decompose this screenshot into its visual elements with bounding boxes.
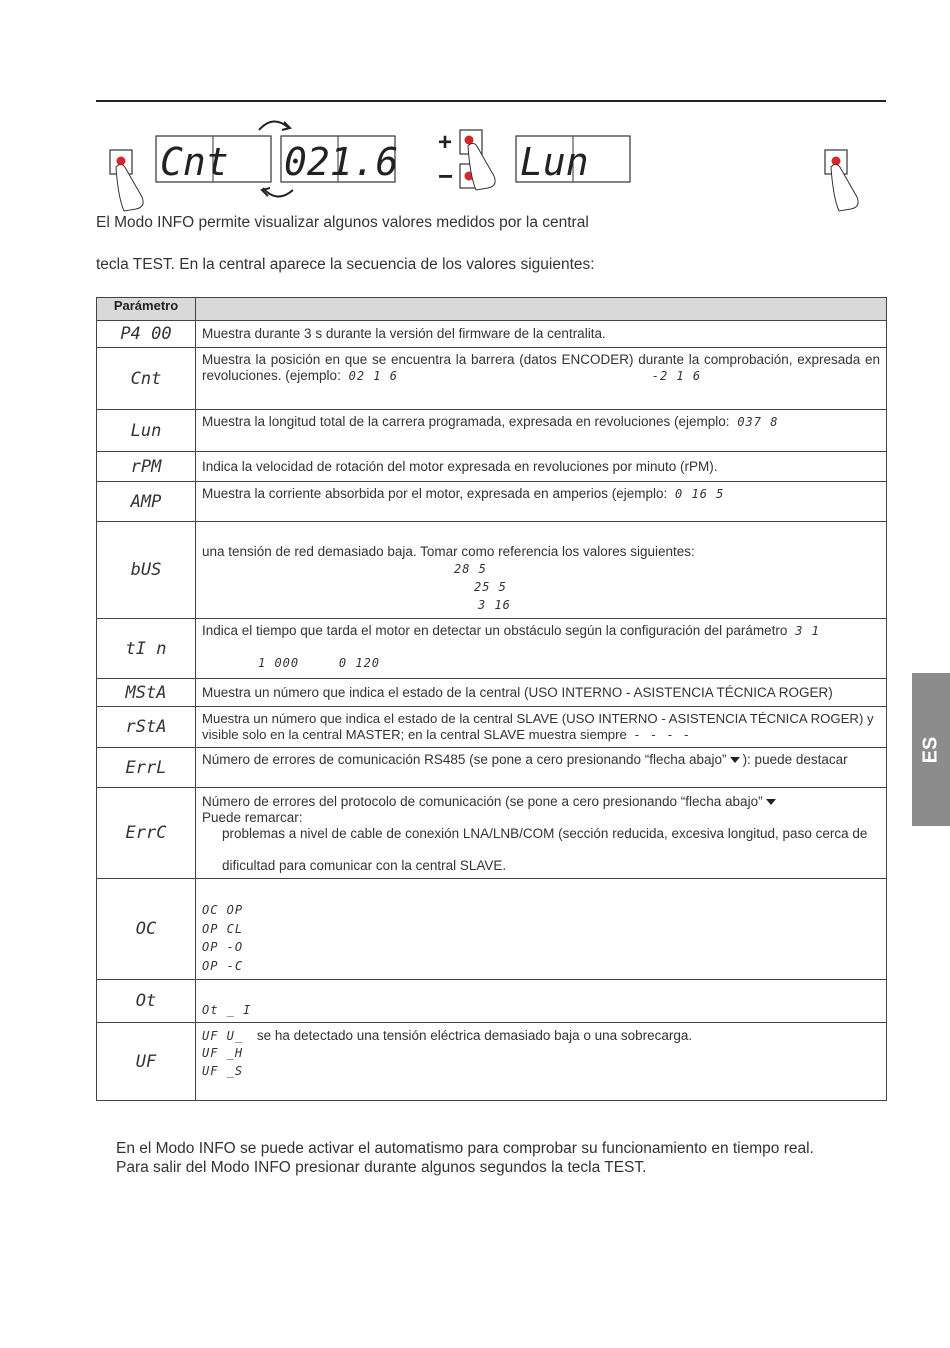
- param-code: Lun: [97, 410, 196, 452]
- minus-sign: −: [438, 161, 454, 191]
- uf-value: UF _S: [202, 1064, 244, 1078]
- arrow-down-icon: [730, 757, 740, 763]
- intro-line-2: tecla TEST. En la central aparece la secuencia de los valores siguientes:: [96, 256, 595, 273]
- param-desc: Puede remarcar:: [202, 810, 303, 825]
- param-code: MStA: [97, 679, 196, 707]
- param-code: rStA: [97, 707, 196, 748]
- param-code: UF: [97, 1023, 196, 1101]
- ot-value: Ot _ I: [202, 1003, 252, 1017]
- table-row: [97, 452, 887, 482]
- param-desc: Muestra un número que indica el estado de la central (USO INTERNO - ASISTENCIA TÉCNICA ROGER): [202, 684, 833, 700]
- param-desc: Indica la velocidad de rotación del motor expresada en revoluciones por minuto (rPM).: [202, 458, 718, 474]
- bus-value: 3 16: [478, 598, 511, 612]
- table-row: [97, 679, 887, 707]
- param-code: OC: [97, 879, 196, 980]
- table-row: [97, 788, 887, 879]
- param-desc: se ha detectado una tensión eléctrica demasiado baja o una sobrecarga.: [256, 1028, 693, 1043]
- param-desc: Número de errores del protocolo de comunicación (se pone a cero presionando “flecha abajo”: [202, 794, 763, 809]
- param-code: P4 00: [97, 321, 196, 348]
- parameter-table: [96, 297, 887, 1101]
- param-desc: dificultad para comunicar con la central SLAVE.: [222, 858, 507, 873]
- bus-value: 28 5: [454, 562, 487, 576]
- language-tab-label: ES: [919, 736, 942, 763]
- table-header: [97, 298, 887, 321]
- example-value: 02 1 6: [348, 369, 398, 383]
- param-code: rPM: [97, 452, 196, 482]
- uf-value: UF _H: [202, 1046, 244, 1060]
- table-row: [97, 748, 887, 788]
- param-code: Cnt: [97, 348, 196, 410]
- table-row: [97, 980, 887, 1023]
- param-code: bUS: [97, 522, 196, 619]
- plus-minus-buttons-icon: [438, 129, 495, 191]
- uf-value: UF U_: [202, 1029, 244, 1043]
- param-desc: una tensión de red demasiado baja. Tomar como referencia los valores siguientes:: [202, 544, 695, 559]
- example-value: -2 1 6: [651, 369, 702, 383]
- display1-right-text: 021.6: [284, 140, 399, 184]
- lcd-display-lun: [516, 136, 630, 184]
- table-row: [97, 522, 887, 619]
- display-illustration: [96, 112, 886, 212]
- table-row: [97, 482, 887, 522]
- footer-line-1: En el Modo INFO se puede activar el automatismo para comprobar su funcionamiento en tiempo real.: [116, 1140, 814, 1157]
- example-value: 0 16 5: [675, 487, 725, 501]
- param-desc: Indica el tiempo que tarda el motor en detectar un obstáculo según la configuración del parámetro: [202, 623, 788, 638]
- param-desc: Muestra la posición en que se encuentra la barrera (datos ENCODER) durante la comprobación, expresada en revoluciones. (ejemplo:: [202, 352, 880, 383]
- example-value: 3 1: [795, 624, 820, 638]
- oc-value: OP -O: [202, 940, 244, 954]
- table-row: [97, 410, 887, 452]
- plus-sign: +: [438, 129, 453, 156]
- table-row: [97, 1023, 887, 1101]
- table-row: [97, 707, 887, 748]
- table-row: [97, 879, 887, 980]
- arrow-down-icon: [766, 799, 776, 805]
- param-desc: Muestra un número que indica el estado de la central SLAVE (USO INTERNO - ASISTENCIA TÉCNICA ROGER) y visible solo en la central MASTER; en la central SLAVE muestra siempre: [202, 711, 874, 742]
- lcd-display-cnt: [156, 136, 398, 184]
- param-desc: problemas a nivel de cable de conexión LNA/LNB/COM (sección reducida, excesiva longitud, paso cerca de: [222, 826, 868, 841]
- param-code: tI n: [97, 619, 196, 679]
- param-desc: ): puede destacar: [742, 752, 848, 767]
- language-tab: [912, 673, 950, 826]
- hand-press-icon-right: [825, 150, 858, 211]
- tin-value: 1 000: [258, 656, 300, 670]
- example-value: - - - -: [633, 728, 692, 742]
- intro-line-1: El Modo INFO permite visualizar algunos valores medidos por la central: [96, 214, 589, 231]
- oc-value: OC OP: [202, 903, 244, 917]
- table-row: [97, 619, 887, 679]
- param-desc: Muestra la corriente absorbida por el motor, expresada en amperios (ejemplo:: [202, 486, 668, 501]
- param-desc: Muestra durante 3 s durante la versión del firmware de la centralita.: [202, 326, 606, 341]
- oc-value: OP CL: [202, 921, 244, 936]
- header-param: Parámetro: [97, 298, 196, 321]
- display1-left-text: Cnt: [160, 140, 229, 184]
- oc-value: OP -C: [202, 958, 244, 973]
- param-code: ErrL: [97, 748, 196, 788]
- hand-press-icon-left: [110, 150, 143, 211]
- param-desc: Muestra la longitud total de la carrera programada, expresada en revoluciones (ejemplo:: [202, 414, 730, 429]
- param-code: Ot: [97, 980, 196, 1023]
- param-code: AMP: [97, 482, 196, 522]
- display2-text: Lun: [520, 140, 589, 184]
- header-desc: [196, 298, 887, 321]
- table-row: [97, 321, 887, 348]
- top-rule: [96, 100, 886, 102]
- param-code: ErrC: [97, 788, 196, 879]
- param-desc: Número de errores de comunicación RS485 (se pone a cero presionando “flecha abajo”: [202, 752, 727, 767]
- table-row: [97, 348, 887, 410]
- bus-value: 25 5: [474, 580, 507, 594]
- example-value: 037 8: [737, 415, 779, 429]
- tin-value: 0 120: [338, 656, 381, 670]
- footer-line-2: Para salir del Modo INFO presionar durante algunos segundos la tecla TEST.: [116, 1159, 647, 1176]
